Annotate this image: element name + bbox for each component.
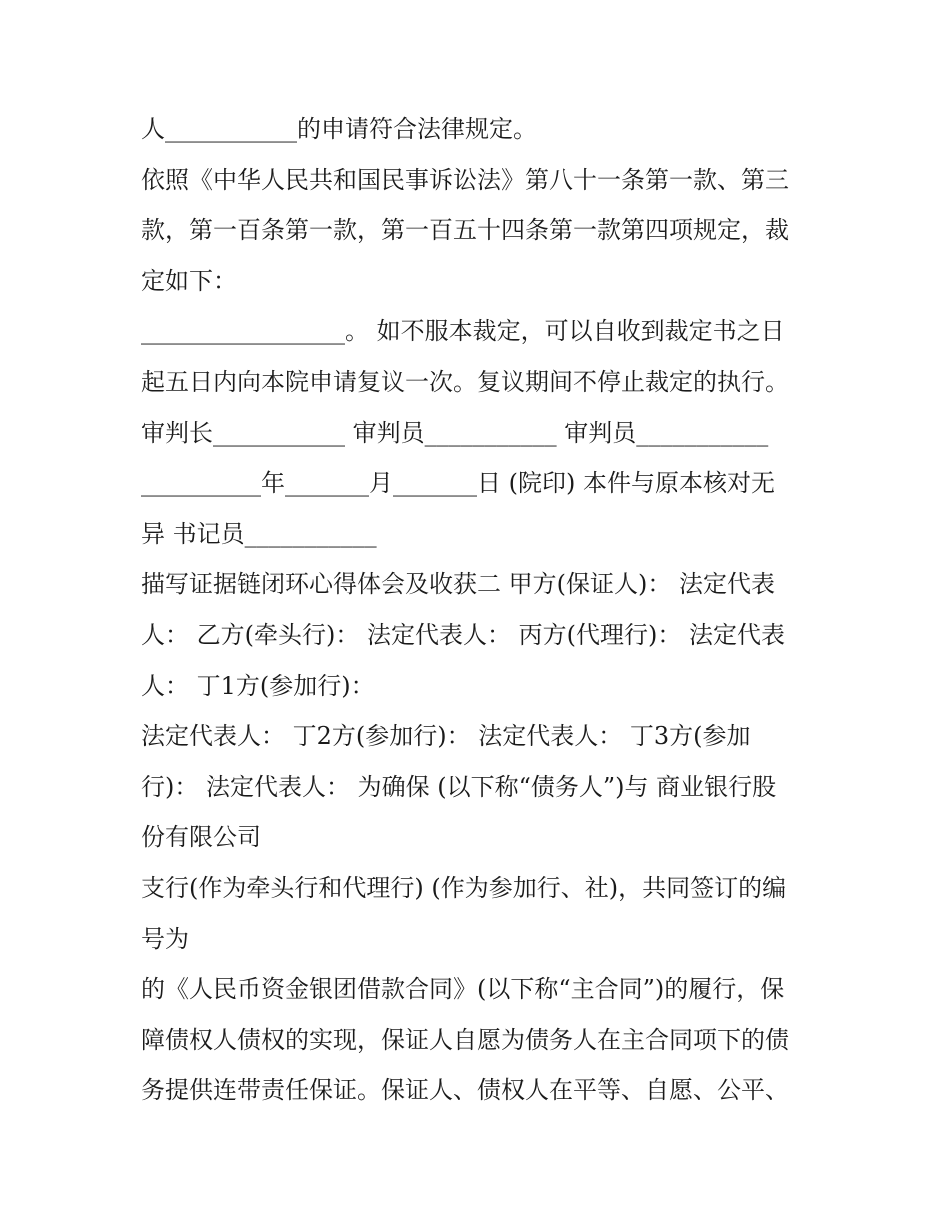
- text-line: 份有限公司: [141, 823, 261, 852]
- text-line: 法定代表人： 丁2方(参加行)： 法定代表人： 丁3方(参加: [141, 722, 751, 751]
- text-line: 人： 丁1方(参加行)：: [141, 671, 375, 700]
- text-line: 人___________的申请符合法律规定。: [141, 115, 537, 143]
- text-line: 人： 乙方(牵头行)： 法定代表人： 丙方(代理行)： 法定代表: [141, 620, 785, 649]
- text-line: _________________。 如不服本裁定，可以自收到裁定书之日: [141, 317, 785, 346]
- text-line: 款，第一百条第一款，第一百五十四条第一款第四项规定，裁: [141, 216, 789, 245]
- text-line: 障债权人债权的实现，保证人自愿为债务人在主合同项下的债: [141, 1025, 789, 1054]
- text-line: 描写证据链闭环心得体会及收获二 甲方(保证人)： 法定代表: [141, 570, 775, 599]
- text-line: 的《人民币资金银团借款合同》(以下称“主合同”)的履行，保: [141, 975, 785, 1004]
- document-body: [141, 104, 821, 1116]
- text-line: 支行(作为牵头行和代理行) (作为参加行、社)，共同签订的编: [141, 873, 787, 902]
- text-line: 号为: [141, 924, 189, 953]
- text-line: 定如下：: [141, 266, 237, 295]
- text-line: 行)： 法定代表人： 为确保 (以下称“债务人”)与 商业银行股: [141, 772, 777, 801]
- text-line: 审判长___________ 审判员___________ 审判员___________: [141, 418, 769, 447]
- text-line: 依照《中华人民共和国民事诉讼法》第八十一条第一款、第三: [141, 165, 789, 194]
- text-line: 起五日内向本院申请复议一次。复议期间不停止裁定的执行。: [141, 367, 789, 396]
- text-line: 异 书记员___________: [141, 519, 377, 548]
- text-line: 务提供连带责任保证。保证人、债权人在平等、自愿、公平、: [141, 1076, 789, 1105]
- text-line: __________年_______月_______日 (院印) 本件与原本核对无: [141, 469, 775, 498]
